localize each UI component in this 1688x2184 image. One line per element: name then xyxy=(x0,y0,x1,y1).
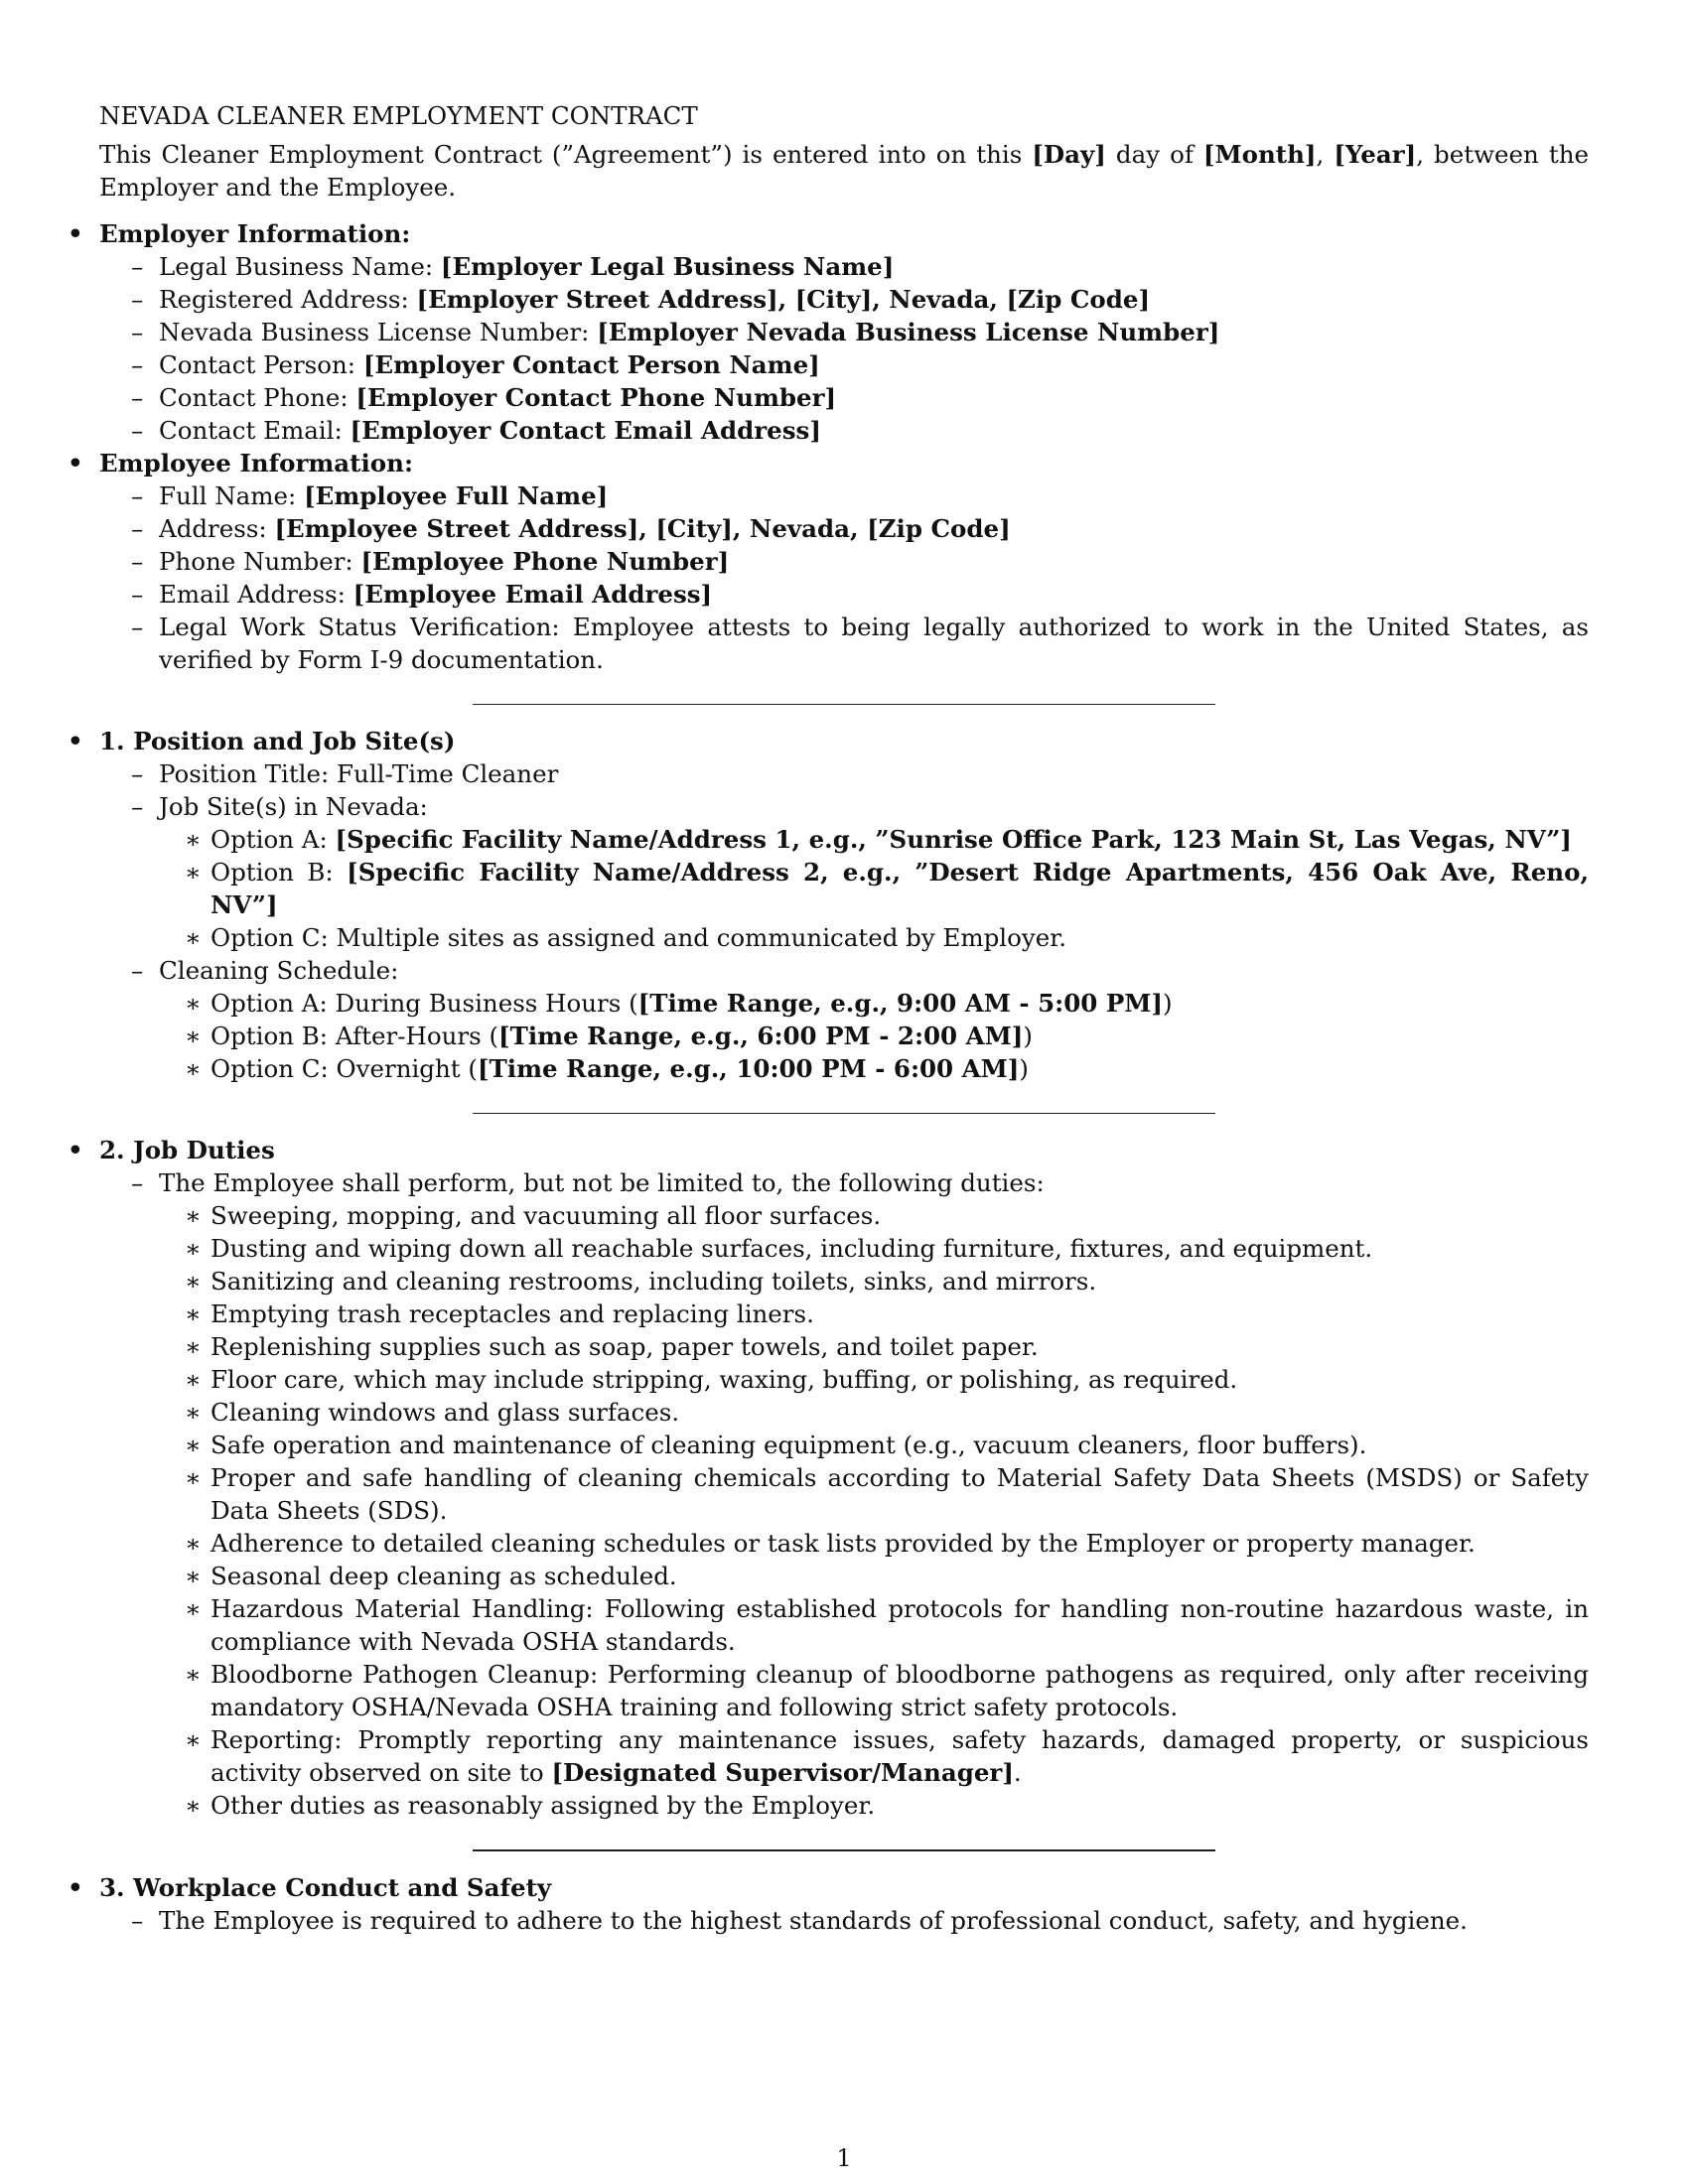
contract-page xyxy=(99,99,1589,1937)
section-2-item xyxy=(30,1134,1589,1822)
duty-item: ∗ Replenishing supplies such as soap, paper towels, and toilet paper. xyxy=(159,1330,1589,1363)
section-3-heading: 3. Workplace Conduct and Safety xyxy=(99,1873,552,1902)
duty-item: ∗ Cleaning windows and glass surfaces. xyxy=(159,1396,1589,1429)
intro-text: , between the Employer and the Employee. xyxy=(99,140,1589,202)
list-item xyxy=(99,381,1589,414)
schedule-label: Cleaning Schedule: xyxy=(159,956,399,985)
list-item xyxy=(159,856,1589,921)
field-placeholder: [Employee Email Address] xyxy=(352,580,713,609)
list-item xyxy=(159,921,1589,954)
work-status-text: Legal Work Status Verification: Employee attests to being legally authorized to work in the United States, as verified by Form I-9 documentation. xyxy=(159,613,1589,674)
reporting-text: Reporting: Promptly reporting any maintenance issues, safety hazards, damaged property, or suspicious activity observed on site to xyxy=(211,1725,1589,1787)
option-text: Option C: Multiple sites as assigned and communicated by Employer. xyxy=(211,923,1067,952)
section-divider xyxy=(473,1113,1215,1114)
period: . xyxy=(1013,1758,1022,1787)
option-placeholder: [Specific Facility Name/Address 1, e.g., ”Sunrise Office Park, 123 Main St, Las Vegas, NV”] xyxy=(335,825,1572,854)
duty-item: ∗ Proper and safe handling of cleaning chemicals according to Material Safety Data Sheets (MSDS) or Safety Data Sheets (SDS). xyxy=(159,1461,1589,1527)
employer-information xyxy=(30,217,1589,447)
list-item xyxy=(99,512,1589,545)
field-label: Registered Address: xyxy=(159,285,417,314)
duty-item: ∗ Sanitizing and cleaning restrooms, including toilets, sinks, and mirrors. xyxy=(159,1265,1589,1297)
schedule-options xyxy=(159,987,1589,1085)
list-item xyxy=(99,757,1589,790)
list-item xyxy=(99,1166,1589,1822)
year-placeholder: [Year] xyxy=(1334,140,1417,169)
field-placeholder: [Employee Full Name] xyxy=(304,481,609,510)
list-item xyxy=(99,283,1589,316)
section-2-details xyxy=(99,1166,1589,1822)
option-label: Option C: Overnight ( xyxy=(211,1054,478,1083)
section-1-details xyxy=(99,757,1589,1085)
field-label: Address: xyxy=(159,514,275,543)
list-item xyxy=(99,316,1589,348)
field-placeholder: [Employee Street Address], [City], Nevada, [Zip Code] xyxy=(274,514,1011,543)
field-label: Nevada Business License Number: xyxy=(159,318,598,346)
option-label: Option B: xyxy=(211,858,348,887)
list-item xyxy=(159,1052,1589,1085)
intro-paragraph xyxy=(99,138,1589,204)
field-placeholder: [Employee Phone Number] xyxy=(360,547,730,576)
section-divider xyxy=(473,1849,1215,1851)
duties-intro: The Employee shall perform, but not be limited to, the following duties: xyxy=(159,1168,1045,1197)
list-item xyxy=(99,414,1589,447)
option-label: Option B: After-Hours ( xyxy=(211,1022,499,1050)
field-label: Contact Phone: xyxy=(159,383,356,412)
section-1-item xyxy=(30,725,1589,1085)
conduct-text: The Employee is required to adhere to the highest standards of professional conduct, safety, and hygiene. xyxy=(159,1906,1468,1935)
option-label: Option A: xyxy=(211,825,336,854)
section-1 xyxy=(30,725,1589,1085)
intro-text: day of xyxy=(1105,140,1203,169)
duty-item: ∗ Hazardous Material Handling: Following established protocols for handling non-routine hazardous waste, in compliance with Nevada OSHA standards. xyxy=(159,1592,1589,1658)
list-item xyxy=(159,823,1589,856)
job-site-options xyxy=(159,823,1589,954)
list-item xyxy=(99,611,1589,676)
duty-item: ∗ Seasonal deep cleaning as scheduled. xyxy=(159,1560,1589,1592)
section-1-heading: 1. Position and Job Site(s) xyxy=(99,727,456,755)
field-label: Email Address: xyxy=(159,580,353,609)
page-number: 1 xyxy=(836,2144,852,2172)
list-item xyxy=(159,1020,1589,1052)
employee-heading: Employee Information: xyxy=(99,449,413,478)
paren: ) xyxy=(1023,1022,1033,1050)
section-3 xyxy=(30,1871,1589,1937)
field-placeholder: [Employer Contact Person Name] xyxy=(362,350,820,379)
list-item xyxy=(99,250,1589,283)
field-placeholder: [Employer Street Address], [City], Nevada, [Zip Code] xyxy=(416,285,1151,314)
supervisor-placeholder: [Designated Supervisor/Manager] xyxy=(551,1758,1014,1787)
field-placeholder: [Employer Legal Business Name] xyxy=(440,252,895,281)
paren: ) xyxy=(1019,1054,1029,1083)
duty-item: ∗ Dusting and wiping down all reachable surfaces, including furniture, fixtures, and equipment. xyxy=(159,1232,1589,1265)
section-3-item xyxy=(30,1871,1589,1937)
duty-item: ∗ Sweeping, mopping, and vacuuming all floor surfaces. xyxy=(159,1199,1589,1232)
duty-item: ∗ Emptying trash receptacles and replacing liners. xyxy=(159,1297,1589,1330)
list-item xyxy=(99,479,1589,512)
option-placeholder: [Specific Facility Name/Address 2, e.g., ”Desert Ridge Apartments, 456 Oak Ave, Reno, NV”] xyxy=(211,858,1589,919)
job-sites-label: Job Site(s) in Nevada: xyxy=(159,792,428,821)
option-placeholder: [Time Range, e.g., 10:00 PM - 6:00 AM] xyxy=(477,1054,1020,1083)
field-label: Contact Person: xyxy=(159,350,363,379)
duty-item: ∗ Other duties as reasonably assigned by the Employer. xyxy=(159,1789,1589,1822)
list-item xyxy=(99,578,1589,611)
list-item xyxy=(99,1904,1589,1937)
day-placeholder: [Day] xyxy=(1032,140,1106,169)
field-placeholder: [Employer Nevada Business License Number] xyxy=(597,318,1220,346)
list-item xyxy=(99,790,1589,954)
field-label: Contact Email: xyxy=(159,416,351,445)
duty-item: ∗ Adherence to detailed cleaning schedules or task lists provided by the Employer or property manager. xyxy=(159,1527,1589,1560)
section-2-heading: 2. Job Duties xyxy=(99,1136,275,1164)
duty-item: ∗ Safe operation and maintenance of cleaning equipment (e.g., vacuum cleaners, floor buffers). xyxy=(159,1429,1589,1461)
employee-details xyxy=(99,479,1589,676)
field-label: Full Name: xyxy=(159,481,305,510)
section-divider xyxy=(473,704,1215,705)
section-3-details xyxy=(99,1904,1589,1937)
field-placeholder: [Employer Contact Phone Number] xyxy=(355,383,837,412)
duty-item: ∗ Bloodborne Pathogen Cleanup: Performing cleanup of bloodborne pathogens as required, only after receiving mandatory OSHA/Nevada OSHA training and following strict safety protocols. xyxy=(159,1658,1589,1723)
month-placeholder: [Month] xyxy=(1202,140,1317,169)
list-item xyxy=(99,954,1589,1085)
option-placeholder: [Time Range, e.g., 6:00 PM - 2:00 AM] xyxy=(498,1022,1024,1050)
duty-item: ∗ Floor care, which may include stripping, waxing, buffing, or polishing, as required. xyxy=(159,1363,1589,1396)
option-placeholder: [Time Range, e.g., 9:00 AM - 5:00 PM] xyxy=(637,989,1163,1018)
duties-list xyxy=(159,1199,1589,1822)
list-item xyxy=(99,348,1589,381)
position-title: Position Title: Full-Time Cleaner xyxy=(159,759,559,788)
paren: ) xyxy=(1162,989,1173,1018)
employee-information xyxy=(30,447,1589,676)
employer-heading: Employer Information: xyxy=(99,219,411,248)
field-label: Legal Business Name: xyxy=(159,252,441,281)
list-item xyxy=(99,545,1589,578)
intro-text: This Cleaner Employment Contract (”Agreement”) is entered into on this xyxy=(99,140,1033,169)
section-2 xyxy=(30,1134,1589,1822)
party-information-list xyxy=(30,217,1589,676)
field-label: Phone Number: xyxy=(159,547,361,576)
duty-item xyxy=(159,1723,1589,1789)
document-title: NEVADA CLEANER EMPLOYMENT CONTRACT xyxy=(99,101,698,130)
intro-text: , xyxy=(1316,140,1335,169)
employer-details xyxy=(99,250,1589,447)
option-label: Option A: During Business Hours ( xyxy=(211,989,638,1018)
field-placeholder: [Employer Contact Email Address] xyxy=(350,416,821,445)
list-item xyxy=(159,987,1589,1020)
